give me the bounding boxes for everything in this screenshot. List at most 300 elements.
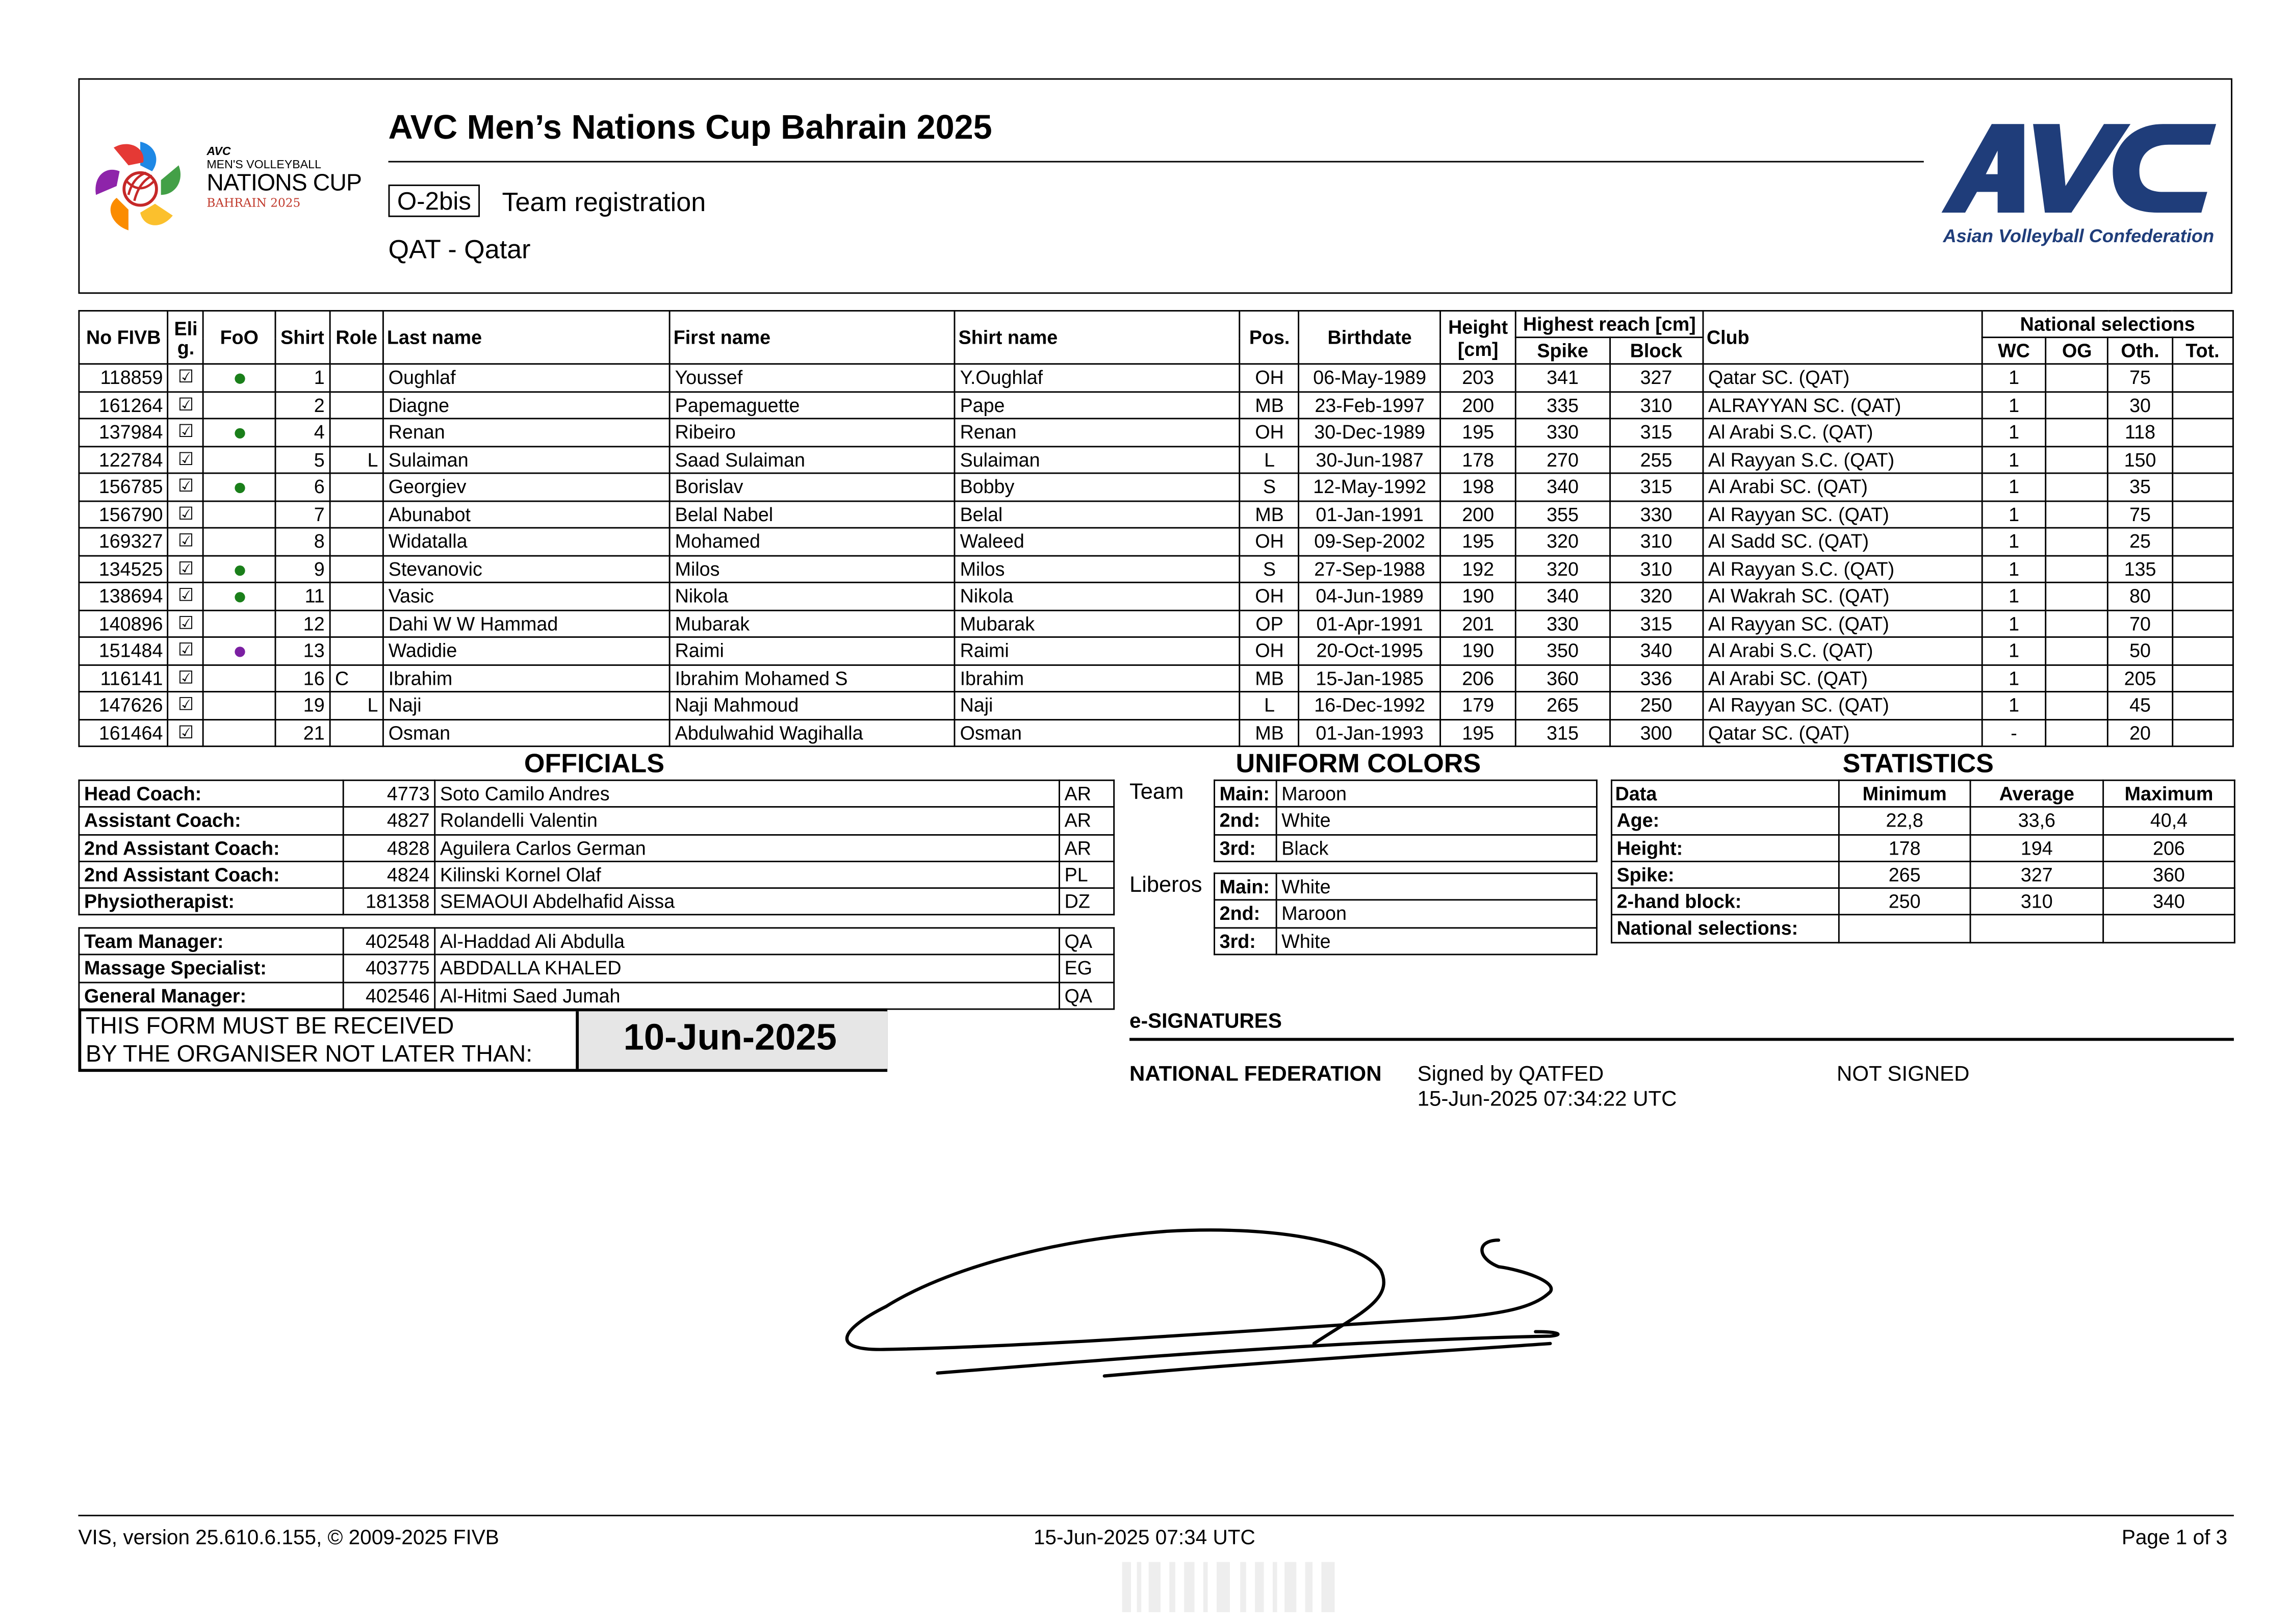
player-block: 330 bbox=[1609, 501, 1703, 528]
player-row bbox=[79, 364, 2233, 392]
statistics-table bbox=[1611, 780, 2235, 943]
player-spike: 340 bbox=[1516, 473, 1609, 501]
player-role bbox=[330, 719, 383, 746]
player-tot bbox=[2172, 364, 2233, 392]
player-shirt: 6 bbox=[275, 473, 330, 501]
player-oth: 135 bbox=[2108, 555, 2172, 583]
player-position: OP bbox=[1240, 610, 1299, 637]
player-first-name: Mubarak bbox=[670, 610, 955, 637]
nations-cup-logo-icon bbox=[92, 136, 189, 236]
player-wc: 1 bbox=[1982, 610, 2046, 637]
uniform-team-table bbox=[1214, 780, 1598, 862]
foo-dot-icon bbox=[234, 374, 244, 384]
player-tot bbox=[2172, 692, 2233, 719]
col-oth: Oth. bbox=[2108, 338, 2172, 364]
stat-row bbox=[1611, 915, 2234, 942]
stat-label: 2-hand block: bbox=[1611, 888, 1839, 915]
col-highest-reach: Highest reach [cm] bbox=[1516, 311, 1703, 338]
foo-dot-icon bbox=[234, 647, 244, 657]
player-shirt-name: Milos bbox=[955, 555, 1240, 583]
player-role: L bbox=[330, 692, 383, 719]
player-shirt-name: Renan bbox=[955, 419, 1240, 446]
player-height: 190 bbox=[1440, 582, 1515, 610]
player-shirt: 1 bbox=[275, 364, 330, 392]
player-role: C bbox=[330, 664, 383, 692]
player-first-name: Ibrahim Mohamed S bbox=[670, 664, 955, 692]
player-wc: - bbox=[1982, 719, 2046, 746]
official-row bbox=[79, 861, 1114, 888]
player-eligibility: ☑ bbox=[168, 664, 204, 692]
officials-table bbox=[78, 780, 1115, 916]
player-block: 315 bbox=[1609, 419, 1703, 446]
official-row bbox=[79, 955, 1114, 982]
player-oth: 75 bbox=[2108, 364, 2172, 392]
player-row bbox=[79, 501, 2233, 528]
player-eligibility: ☑ bbox=[168, 637, 204, 664]
deadline-text bbox=[86, 1013, 532, 1069]
player-spike: 341 bbox=[1516, 364, 1609, 392]
official-country: QA bbox=[1060, 982, 1114, 1009]
player-no-fivb: 161264 bbox=[79, 391, 168, 419]
stat-row bbox=[1611, 807, 2234, 834]
player-spike: 335 bbox=[1516, 391, 1609, 419]
player-foo bbox=[203, 582, 275, 610]
player-foo bbox=[203, 364, 275, 392]
player-no-fivb: 151484 bbox=[79, 637, 168, 664]
col-block: Block bbox=[1609, 338, 1703, 364]
player-wc: 1 bbox=[1982, 582, 2046, 610]
player-role bbox=[330, 610, 383, 637]
player-row bbox=[79, 555, 2233, 583]
signed-at: 15-Jun-2025 07:34:22 UTC bbox=[1417, 1088, 1677, 1112]
official-country: AR bbox=[1060, 807, 1114, 834]
player-height: 203 bbox=[1440, 364, 1515, 392]
player-birthdate: 15-Jan-1985 bbox=[1299, 664, 1440, 692]
player-oth: 80 bbox=[2108, 582, 2172, 610]
player-spike: 350 bbox=[1516, 637, 1609, 664]
stat-label: National selections: bbox=[1611, 915, 1839, 942]
stat-label: Spike: bbox=[1611, 861, 1839, 888]
player-wc: 1 bbox=[1982, 473, 2046, 501]
player-position: MB bbox=[1240, 391, 1299, 419]
uniform-row bbox=[1215, 927, 1597, 955]
stat-max: 360 bbox=[2103, 861, 2235, 888]
player-spike: 320 bbox=[1516, 528, 1609, 555]
avc-logo-icon bbox=[1942, 121, 2217, 218]
player-tot bbox=[2172, 610, 2233, 637]
player-oth: 205 bbox=[2108, 664, 2172, 692]
player-shirt: 4 bbox=[275, 419, 330, 446]
player-role bbox=[330, 473, 383, 501]
player-no-fivb: 118859 bbox=[79, 364, 168, 392]
player-eligibility: ☑ bbox=[168, 555, 204, 583]
player-foo bbox=[203, 528, 275, 555]
player-birthdate: 27-Sep-1988 bbox=[1299, 555, 1440, 583]
staff-table bbox=[78, 927, 1115, 1010]
stat-col-avg: Average bbox=[1970, 780, 2103, 807]
player-position: OH bbox=[1240, 582, 1299, 610]
player-tot bbox=[2172, 664, 2233, 692]
official-name: Soto Camilo Andres bbox=[435, 780, 1060, 807]
player-foo bbox=[203, 610, 275, 637]
player-oth: 118 bbox=[2108, 419, 2172, 446]
player-shirt: 7 bbox=[275, 501, 330, 528]
player-position: MB bbox=[1240, 719, 1299, 746]
foo-dot-icon bbox=[234, 565, 244, 575]
player-eligibility: ☑ bbox=[168, 719, 204, 746]
stat-col-min: Minimum bbox=[1839, 780, 1970, 807]
player-height: 206 bbox=[1440, 664, 1515, 692]
player-role bbox=[330, 391, 383, 419]
col-shirt: Shirt bbox=[275, 311, 330, 364]
player-last-name: Diagne bbox=[383, 391, 670, 419]
col-last-name: Last name bbox=[383, 311, 670, 364]
player-foo bbox=[203, 473, 275, 501]
player-position: MB bbox=[1240, 664, 1299, 692]
player-club: ALRAYYAN SC. (QAT) bbox=[1703, 391, 1982, 419]
player-row bbox=[79, 528, 2233, 555]
uniform-color: Maroon bbox=[1276, 900, 1597, 927]
player-og bbox=[2046, 664, 2108, 692]
player-role bbox=[330, 637, 383, 664]
official-country: AR bbox=[1060, 780, 1114, 807]
player-wc: 1 bbox=[1982, 501, 2046, 528]
title-divider bbox=[389, 161, 1924, 163]
official-name: Kilinski Kornel Olaf bbox=[435, 861, 1060, 888]
player-foo bbox=[203, 637, 275, 664]
col-og: OG bbox=[2046, 338, 2108, 364]
player-position: OH bbox=[1240, 637, 1299, 664]
stat-avg: 327 bbox=[1970, 861, 2103, 888]
player-tot bbox=[2172, 637, 2233, 664]
player-foo bbox=[203, 419, 275, 446]
player-height: 200 bbox=[1440, 391, 1515, 419]
player-row bbox=[79, 719, 2233, 746]
federation-label: NATIONAL FEDERATION bbox=[1129, 1063, 1382, 1087]
player-club: Al Sadd SC. (QAT) bbox=[1703, 528, 1982, 555]
col-first-name: First name bbox=[670, 311, 955, 364]
player-tot bbox=[2172, 446, 2233, 473]
player-foo bbox=[203, 664, 275, 692]
deadline-date: 10-Jun-2025 bbox=[623, 1017, 837, 1059]
player-block: 327 bbox=[1609, 364, 1703, 392]
officials-title: OFFICIALS bbox=[524, 749, 664, 778]
player-spike: 315 bbox=[1516, 719, 1609, 746]
stat-label: Age: bbox=[1611, 807, 1839, 834]
uniform-color: Maroon bbox=[1276, 780, 1597, 807]
uniform-row bbox=[1215, 807, 1597, 834]
player-last-name: Vasic bbox=[383, 582, 670, 610]
player-last-name: Naji bbox=[383, 692, 670, 719]
player-shirt-name: Ibrahim bbox=[955, 664, 1240, 692]
player-role bbox=[330, 364, 383, 392]
uniform-slot: 2nd: bbox=[1215, 807, 1277, 834]
col-club: Club bbox=[1703, 311, 1982, 364]
player-tot bbox=[2172, 719, 2233, 746]
player-eligibility: ☑ bbox=[168, 391, 204, 419]
official-id: 4828 bbox=[343, 834, 435, 861]
logo-line3: BAHRAIN 2025 bbox=[207, 196, 301, 210]
player-birthdate: 01-Jan-1993 bbox=[1299, 719, 1440, 746]
player-row bbox=[79, 692, 2233, 719]
player-birthdate: 09-Sep-2002 bbox=[1299, 528, 1440, 555]
player-shirt-name: Waleed bbox=[955, 528, 1240, 555]
player-foo bbox=[203, 719, 275, 746]
player-position: OH bbox=[1240, 419, 1299, 446]
player-oth: 20 bbox=[2108, 719, 2172, 746]
player-no-fivb: 134525 bbox=[79, 555, 168, 583]
player-shirt-name: Pape bbox=[955, 391, 1240, 419]
players-body bbox=[79, 364, 2233, 746]
uniform-slot: Main: bbox=[1215, 780, 1277, 807]
player-birthdate: 16-Dec-1992 bbox=[1299, 692, 1440, 719]
footer-timestamp: 15-Jun-2025 07:34 UTC bbox=[1033, 1525, 1255, 1549]
stat-avg bbox=[1970, 915, 2103, 942]
player-tot bbox=[2172, 555, 2233, 583]
col-role: Role bbox=[330, 311, 383, 364]
player-spike: 340 bbox=[1516, 582, 1609, 610]
player-position: OH bbox=[1240, 528, 1299, 555]
footer-page-number: Page 1 of 3 bbox=[2121, 1525, 2228, 1549]
player-row bbox=[79, 446, 2233, 473]
player-spike: 265 bbox=[1516, 692, 1609, 719]
player-no-fivb: 156785 bbox=[79, 473, 168, 501]
stat-row bbox=[1611, 888, 2234, 915]
player-first-name: Raimi bbox=[670, 637, 955, 664]
player-foo bbox=[203, 555, 275, 583]
player-club: Al Rayyan SC. (QAT) bbox=[1703, 501, 1982, 528]
player-club: Al Rayyan SC. (QAT) bbox=[1703, 610, 1982, 637]
player-wc: 1 bbox=[1982, 419, 2046, 446]
player-last-name: Oughlaf bbox=[383, 364, 670, 392]
player-shirt: 2 bbox=[275, 391, 330, 419]
player-no-fivb: 140896 bbox=[79, 610, 168, 637]
player-height: 192 bbox=[1440, 555, 1515, 583]
esignatures-title: e-SIGNATURES bbox=[1129, 1008, 1282, 1032]
player-row bbox=[79, 419, 2233, 446]
official-role: General Manager: bbox=[79, 982, 343, 1009]
player-tot bbox=[2172, 501, 2233, 528]
uniform-color: White bbox=[1276, 807, 1597, 834]
player-last-name: Osman bbox=[383, 719, 670, 746]
nations-cup-wordmark bbox=[207, 145, 362, 210]
player-position: MB bbox=[1240, 501, 1299, 528]
team-name: QAT - Qatar bbox=[388, 235, 531, 265]
uniform-team-label: Team bbox=[1129, 779, 1184, 805]
handwritten-signature bbox=[827, 1225, 1565, 1388]
player-wc: 1 bbox=[1982, 664, 2046, 692]
uniform-slot: 3rd: bbox=[1215, 834, 1277, 861]
player-first-name: Milos bbox=[670, 555, 955, 583]
player-tot bbox=[2172, 391, 2233, 419]
deadline-line2: BY THE ORGANISER NOT LATER THAN: bbox=[85, 1042, 533, 1068]
stat-col-data: Data bbox=[1611, 780, 1839, 807]
stat-avg: 194 bbox=[1970, 834, 2103, 861]
uniform-row bbox=[1215, 873, 1597, 900]
uniform-color: Black bbox=[1276, 834, 1597, 861]
players-table bbox=[78, 310, 2233, 747]
official-name: ABDDALLA KHALED bbox=[435, 955, 1060, 982]
player-club: Al Arabi S.C. (QAT) bbox=[1703, 637, 1982, 664]
player-oth: 25 bbox=[2108, 528, 2172, 555]
official-id: 402546 bbox=[343, 982, 435, 1009]
player-og bbox=[2046, 364, 2108, 392]
player-foo bbox=[203, 501, 275, 528]
foo-dot-icon bbox=[234, 592, 244, 602]
form-code-box: O-2bis bbox=[389, 185, 480, 217]
player-wc: 1 bbox=[1982, 555, 2046, 583]
player-block: 310 bbox=[1609, 528, 1703, 555]
player-shirt-name: Osman bbox=[955, 719, 1240, 746]
official-name: Rolandelli Valentin bbox=[435, 807, 1060, 834]
stat-min: 250 bbox=[1839, 888, 1970, 915]
player-eligibility: ☑ bbox=[168, 582, 204, 610]
player-eligibility: ☑ bbox=[168, 419, 204, 446]
player-block: 300 bbox=[1609, 719, 1703, 746]
player-birthdate: 12-May-1992 bbox=[1299, 473, 1440, 501]
stat-label: Height: bbox=[1611, 834, 1839, 861]
stat-col-max: Maximum bbox=[2103, 780, 2235, 807]
player-row bbox=[79, 664, 2233, 692]
player-tot bbox=[2172, 473, 2233, 501]
player-last-name: Dahi W W Hammad bbox=[383, 610, 670, 637]
player-shirt: 11 bbox=[275, 582, 330, 610]
player-wc: 1 bbox=[1982, 446, 2046, 473]
player-foo bbox=[203, 692, 275, 719]
col-no-fivb: No FIVB bbox=[79, 311, 168, 364]
uniform-color: White bbox=[1276, 873, 1597, 900]
player-first-name: Abdulwahid Wagihalla bbox=[670, 719, 955, 746]
player-spike: 320 bbox=[1516, 555, 1609, 583]
player-no-fivb: 147626 bbox=[79, 692, 168, 719]
player-no-fivb: 138694 bbox=[79, 582, 168, 610]
player-position: S bbox=[1240, 555, 1299, 583]
player-first-name: Mohamed bbox=[670, 528, 955, 555]
col-tot: Tot. bbox=[2172, 338, 2233, 364]
player-og bbox=[2046, 473, 2108, 501]
stat-min: 178 bbox=[1839, 834, 1970, 861]
deadline-line1: THIS FORM MUST BE RECEIVED bbox=[85, 1014, 454, 1040]
uniform-slot: Main: bbox=[1215, 873, 1277, 900]
player-row bbox=[79, 473, 2233, 501]
stat-min bbox=[1839, 915, 1970, 942]
player-row bbox=[79, 391, 2233, 419]
player-shirt: 5 bbox=[275, 446, 330, 473]
stat-max bbox=[2103, 915, 2235, 942]
player-shirt: 8 bbox=[275, 528, 330, 555]
col-wc: WC bbox=[1982, 338, 2046, 364]
official-row bbox=[79, 834, 1114, 861]
player-block: 315 bbox=[1609, 610, 1703, 637]
esignatures-divider bbox=[1129, 1038, 2234, 1041]
player-wc: 1 bbox=[1982, 364, 2046, 392]
stat-max: 206 bbox=[2103, 834, 2235, 861]
player-row bbox=[79, 610, 2233, 637]
foo-dot-icon bbox=[234, 483, 244, 493]
stat-avg: 310 bbox=[1970, 888, 2103, 915]
col-national-selections: National selections bbox=[1982, 311, 2233, 338]
player-first-name: Naji Mahmoud bbox=[670, 692, 955, 719]
player-og bbox=[2046, 446, 2108, 473]
player-birthdate: 23-Feb-1997 bbox=[1299, 391, 1440, 419]
official-id: 403775 bbox=[343, 955, 435, 982]
player-shirt-name: Raimi bbox=[955, 637, 1240, 664]
official-role: Assistant Coach: bbox=[79, 807, 343, 834]
player-height: 198 bbox=[1440, 473, 1515, 501]
player-oth: 75 bbox=[2108, 501, 2172, 528]
player-height: 201 bbox=[1440, 610, 1515, 637]
player-wc: 1 bbox=[1982, 637, 2046, 664]
stat-min: 22,8 bbox=[1839, 807, 1970, 834]
player-tot bbox=[2172, 419, 2233, 446]
player-eligibility: ☑ bbox=[168, 364, 204, 392]
player-position: S bbox=[1240, 473, 1299, 501]
form-name: Team registration bbox=[502, 187, 706, 217]
official-name: SEMAOUI Abdelhafid Aissa bbox=[435, 888, 1060, 915]
player-spike: 360 bbox=[1516, 664, 1609, 692]
player-first-name: Papemaguette bbox=[670, 391, 955, 419]
player-position: OH bbox=[1240, 364, 1299, 392]
player-no-fivb: 156790 bbox=[79, 501, 168, 528]
player-og bbox=[2046, 555, 2108, 583]
player-first-name: Borislav bbox=[670, 473, 955, 501]
footer-version: VIS, version 25.610.6.155, © 2009-2025 FIVB bbox=[78, 1525, 499, 1549]
player-role bbox=[330, 582, 383, 610]
barcode-icon bbox=[1122, 1562, 1344, 1612]
player-block: 315 bbox=[1609, 473, 1703, 501]
uniform-title: UNIFORM COLORS bbox=[1236, 749, 1481, 778]
player-oth: 150 bbox=[2108, 446, 2172, 473]
player-oth: 70 bbox=[2108, 610, 2172, 637]
official-id: 4827 bbox=[343, 807, 435, 834]
player-club: Al Rayyan S.C. (QAT) bbox=[1703, 446, 1982, 473]
player-wc: 1 bbox=[1982, 528, 2046, 555]
player-no-fivb: 137984 bbox=[79, 419, 168, 446]
footer-divider bbox=[78, 1515, 2233, 1516]
official-role: Head Coach: bbox=[79, 780, 343, 807]
uniform-slot: 3rd: bbox=[1215, 927, 1277, 955]
statistics-title: STATISTICS bbox=[1842, 749, 1994, 778]
player-role bbox=[330, 419, 383, 446]
uniform-slot: 2nd: bbox=[1215, 900, 1277, 927]
player-birthdate: 30-Dec-1989 bbox=[1299, 419, 1440, 446]
player-height: 195 bbox=[1440, 419, 1515, 446]
player-block: 255 bbox=[1609, 446, 1703, 473]
col-elig: Eli g. bbox=[168, 311, 204, 364]
player-role bbox=[330, 555, 383, 583]
player-club: Al Arabi SC. (QAT) bbox=[1703, 473, 1982, 501]
player-club: Al Rayyan S.C. (QAT) bbox=[1703, 555, 1982, 583]
logo-line2: NATIONS CUP bbox=[207, 171, 362, 197]
official-country: AR bbox=[1060, 834, 1114, 861]
player-og bbox=[2046, 719, 2108, 746]
player-shirt: 19 bbox=[275, 692, 330, 719]
official-name: Al-Haddad Ali Abdulla bbox=[435, 928, 1060, 955]
player-birthdate: 01-Apr-1991 bbox=[1299, 610, 1440, 637]
player-shirt-name: Mubarak bbox=[955, 610, 1240, 637]
player-position: L bbox=[1240, 446, 1299, 473]
player-block: 310 bbox=[1609, 391, 1703, 419]
official-country: EG bbox=[1060, 955, 1114, 982]
player-height: 200 bbox=[1440, 501, 1515, 528]
uniform-row bbox=[1215, 900, 1597, 927]
official-id: 4773 bbox=[343, 780, 435, 807]
player-shirt-name: Nikola bbox=[955, 582, 1240, 610]
player-birthdate: 30-Jun-1987 bbox=[1299, 446, 1440, 473]
player-no-fivb: 169327 bbox=[79, 528, 168, 555]
stat-min: 265 bbox=[1839, 861, 1970, 888]
uniform-liberos-table bbox=[1214, 872, 1598, 955]
